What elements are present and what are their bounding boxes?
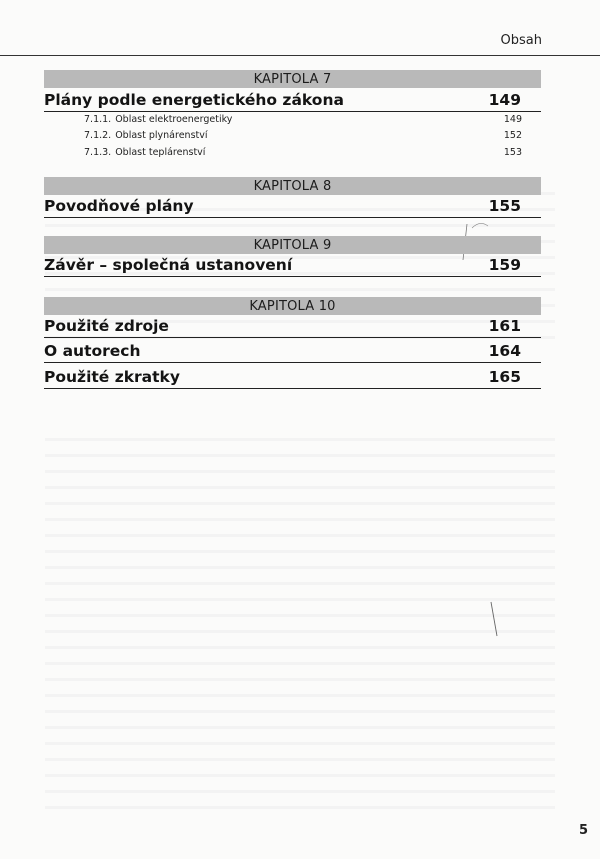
toc-subentry-title: Oblast plynárenství — [115, 130, 208, 141]
toc-entry-page: 164 — [488, 342, 521, 360]
toc-subentry[interactable] — [84, 114, 522, 125]
chapter-bar-9: KAPITOLA 9 — [44, 236, 541, 254]
toc-entry-page: 161 — [488, 317, 521, 335]
toc-entry-page: 149 — [488, 91, 521, 109]
toc-entry-page: 155 — [488, 197, 521, 215]
pen-mark — [470, 218, 490, 238]
pen-mark — [485, 600, 505, 640]
toc-subentry-title: Oblast elektroenergetiky — [115, 114, 233, 125]
toc-subentry[interactable] — [84, 130, 522, 141]
page-number: 5 — [578, 823, 588, 838]
toc-subentry-number: 7.1.2. — [84, 130, 112, 141]
show-through-text-block — [45, 438, 555, 822]
section-title: Obsah — [500, 33, 542, 48]
toc-entry-title: Plány podle energetického zákona — [44, 91, 344, 109]
toc-subentry-page: 152 — [503, 130, 522, 141]
chapter-bar-8: KAPITOLA 8 — [44, 177, 541, 195]
toc-subentry-page: 153 — [503, 147, 522, 158]
toc-entry[interactable] — [44, 91, 541, 112]
toc-subentry-title: Oblast teplárenství — [115, 147, 206, 158]
header-divider — [0, 55, 600, 56]
toc-entry-page: 165 — [488, 368, 521, 386]
toc-entry-title: Použité zkratky — [44, 368, 180, 386]
chapter-bar-10: KAPITOLA 10 — [44, 297, 541, 315]
toc-subentry-number: 7.1.1. — [84, 114, 112, 125]
toc-entry[interactable] — [44, 342, 541, 363]
toc-entry-title: O autorech — [44, 342, 141, 360]
toc-subentry-number: 7.1.3. — [84, 147, 112, 158]
chapter-bar-7: KAPITOLA 7 — [44, 70, 541, 88]
toc-entry[interactable] — [44, 197, 541, 218]
toc-entry-title: Použité zdroje — [44, 317, 169, 335]
toc-entry[interactable] — [44, 317, 541, 338]
toc-subentry[interactable] — [84, 147, 522, 158]
toc-entry-title: Povodňové plány — [44, 197, 194, 215]
toc-entry-title: Závěr – společná ustanovení — [44, 256, 293, 274]
toc-entry-page: 159 — [488, 256, 521, 274]
toc-entry[interactable] — [44, 368, 541, 389]
toc-entry[interactable] — [44, 256, 541, 277]
toc-subentry-page: 149 — [503, 114, 522, 125]
